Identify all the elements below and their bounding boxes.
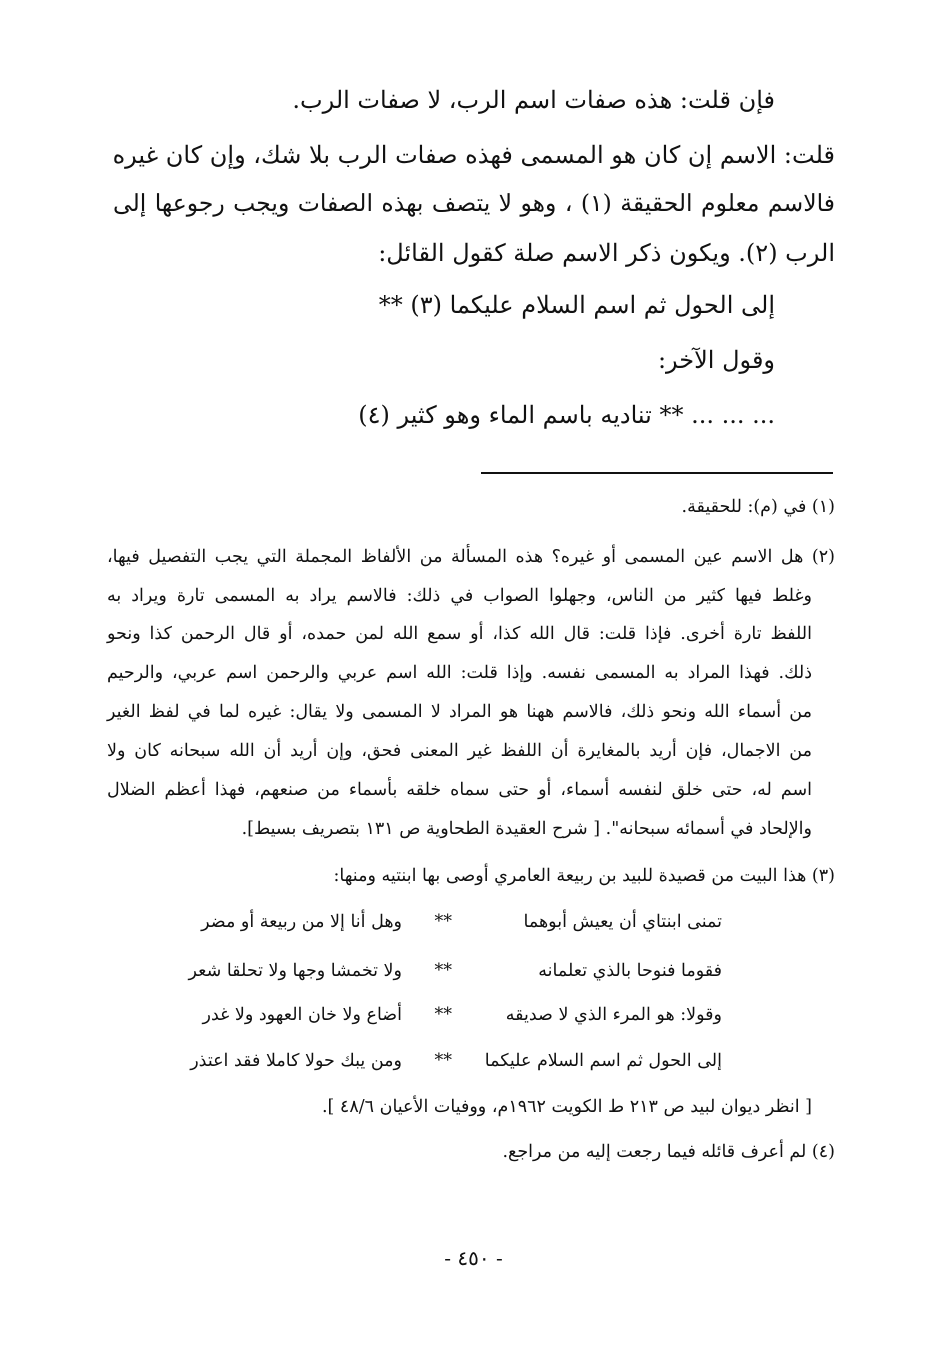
footnote-2-line-7: اسم له، حتى خلق لنفسه أسماء، أو حتى سماه خلقه بأسماء من صنعهم، فهذا أعظم الضلال [107,780,812,800]
verse-quote-1: إلى الحول ثم اسم السلام عليكما (٣) ** [378,291,775,319]
main-line-6: وقول الآخر: [657,346,775,374]
footnote-2-line-6: من الاجمال، فإن أريد بالمغايرة أن اللفظ غير المعنى فحق، وإن أريد أن الله سبحانه كان ولا [107,741,812,761]
poem-verse-4-first: إلى الحول ثم اسم السلام عليكما [484,1051,722,1071]
footnote-1: (١) في (م): للحقيقة. [681,497,835,517]
verse-quote-2: ... ... ... ** تناديه باسم الماء وهو كثير (٤) [358,401,775,429]
poem-verse-2-sep: ** [434,961,452,981]
poem-verse-4 [0,1049,947,1073]
poem-verse-1 [0,910,947,934]
footnote-4: (٤) لم أعرف قائله فيما رجعت إليه من مراجع. [502,1142,835,1162]
footnote-2-line-1: (٢) هل الاسم عين المسمى أو غيره؟ هذه المسألة من الألفاظ المجملة التي يجب التفصيل فيها، [107,547,835,567]
poem-verse-2-first: فقوما فنوحا بالذي تعلمانه [538,961,722,981]
poem-verse-2-second: ولا تخمشا وجها ولا تحلقا شعر [188,961,402,981]
poem-verse-3-sep: ** [434,1005,452,1025]
footnote-2-line-2: وغلط فيها كثير من الناس، وجهلوا الصواب في ذلك: فالاسم يراد به المسمى تارة ويراد به [107,586,812,606]
poem-verse-1-sep: ** [434,912,452,932]
poem-verse-3-second: أضاع ولا خان العهود ولا غدر [202,1005,402,1025]
footnote-2-line-8: والإلحاد في أسمائه سبحانه". [ شرح العقيدة الطحاوية ص ١٣١ بتصريف بسيط]. [241,819,812,839]
footnote-separator [481,472,833,474]
poem-verse-4-sep: ** [434,1051,452,1071]
poem-verse-3-first: وقولا: هو المرء الذي لا صديقه [505,1005,722,1025]
poem-verse-3 [0,1003,947,1027]
main-line-3: فالاسم معلوم الحقيقة (١) ، وهو لا يتصف بهذه الصفات ويجب رجوعها إلى [113,189,835,217]
footnote-3-source: [ انظر ديوان لبيد ص ٢١٣ ط الكويت ١٩٦٢م، ووفيات الأعيان ٤٨/٦ ]. [321,1097,812,1117]
footnote-2-line-3: اللفظ تارة أخرى. فإذا قلت: قال الله كذا، أو سمع الله لمن حمده، أو قال الرحمن كذا ونحو [107,624,812,644]
main-line-2: قلت: الاسم إن كان هو المسمى فهذه صفات الرب بلا شك، وإن كان غيره [112,141,835,169]
poem-verse-1-second: وهل أنا إلا من ربيعة أو مضر [201,912,402,932]
footnote-3-intro: (٣) هذا البيت من قصيدة للبيد بن ربيعة العامري أوصى بها ابنتيه ومنها: [333,866,835,886]
poem-verse-4-second: ومن يبك حولا كاملا فقد اعتذر [190,1051,402,1071]
main-line-4: الرب (٢). ويكون ذكر الاسم صلة كقول القائل: [378,239,835,267]
poem-verse-1-first: تمنى ابنتاي أن يعيش أبوهما [523,912,722,932]
footnote-2-line-4: ذلك. فهذا المراد به المسمى نفسه. وإذا قلت: الله اسم عربي والرحمن اسم عربي، والرحيم [107,663,812,683]
page-number: - ٤٥٠ - [444,1246,503,1270]
main-line-1: فإن قلت: هذه صفات اسم الرب، لا صفات الرب. [292,86,775,114]
poem-verse-2 [0,959,947,983]
footnote-2-line-5: من أسماء الله ونحو ذلك، فالاسم ههنا هو المراد لا المسمى ولا يقال: غيره لما في لفظ الغير [107,702,812,722]
